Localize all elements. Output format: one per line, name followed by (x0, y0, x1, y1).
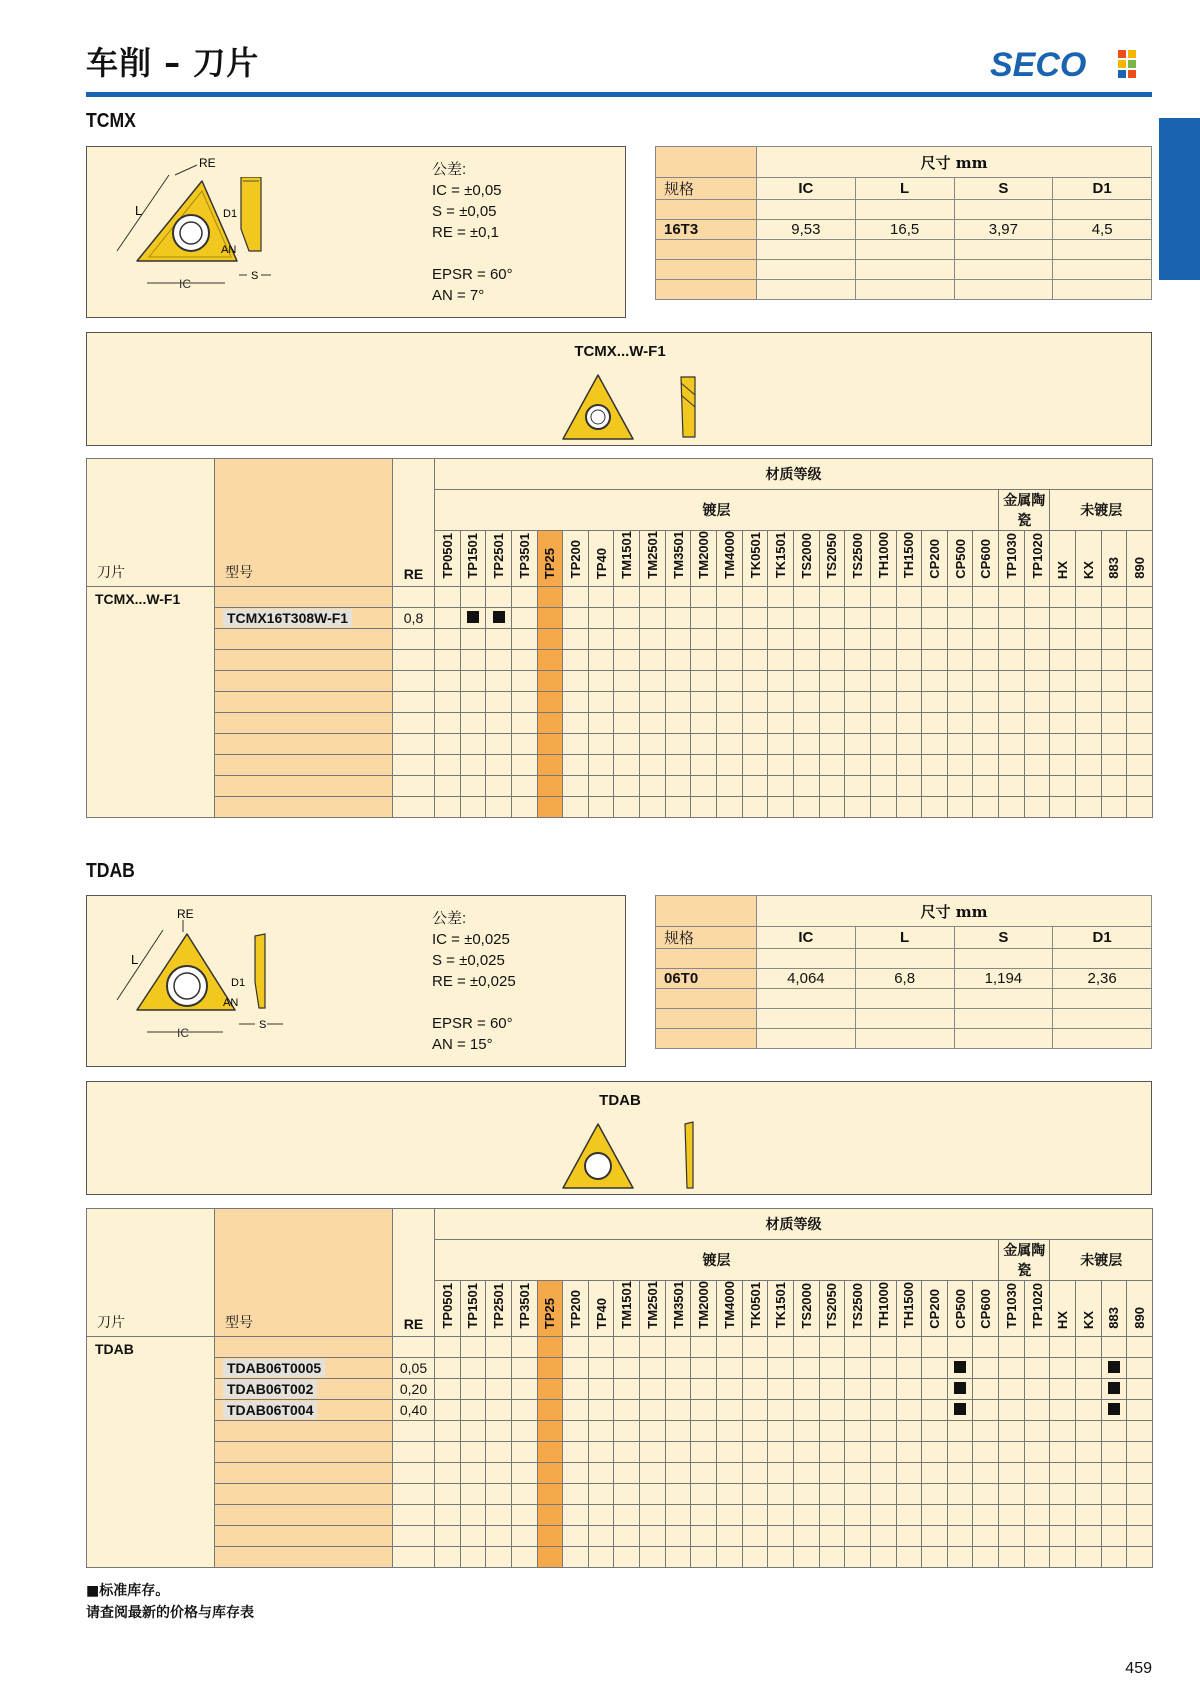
grade-col-TK1501: TK1501 (768, 1281, 794, 1337)
col-re-header: RE (393, 459, 435, 587)
grade-col-TK0501: TK0501 (742, 531, 768, 587)
col-model-header: 型号 (215, 1209, 393, 1337)
grade-col-TM2501: TM2501 (640, 1281, 666, 1337)
grade-col-TS2000: TS2000 (793, 1281, 819, 1337)
price-note: 请查阅最新的价格与库存表 (86, 1605, 254, 1621)
stock-mark (1108, 1382, 1120, 1394)
dimensions-table: 尺寸 mm 规格 IC L S D1 16T3 9,53 16,5 3,97 4,5 (655, 146, 1152, 300)
insert-shape-icon (553, 371, 713, 443)
geometry-box (86, 146, 626, 318)
table-row (87, 607, 1153, 628)
grade-col-TH1500: TH1500 (896, 531, 922, 587)
model-cell: TCMX16T308W-F1 (215, 607, 393, 628)
grade-col-TP40: TP40 (588, 1281, 614, 1337)
grade-col-TH1000: TH1000 (870, 531, 896, 587)
grade-col-CP600: CP600 (973, 1281, 999, 1337)
geometry-box (86, 895, 626, 1067)
grade-col-TM4000: TM4000 (717, 531, 743, 587)
grade-col-TM3501: TM3501 (665, 531, 691, 587)
seco-logo (990, 44, 1150, 84)
grade-col-TP0501: TP0501 (435, 1281, 461, 1337)
grade-col-TS2500: TS2500 (845, 531, 871, 587)
stock-mark (954, 1361, 966, 1373)
model-cell: TDAB06T002 (215, 1378, 393, 1399)
grade-col-TH1000: TH1000 (870, 1281, 896, 1337)
group-uncoated: 未镀层 (1050, 1240, 1153, 1281)
page-number: 459 (1125, 1660, 1152, 1677)
col-insert-header: 刀片 (87, 1209, 215, 1337)
footer-notes (86, 1580, 254, 1624)
re-cell: 0,8 (393, 607, 435, 628)
stock-mark (467, 611, 479, 623)
table-row (87, 1357, 1153, 1378)
group-cermet: 金属陶瓷 (999, 1240, 1050, 1281)
shape-box: TCMX...W-F1 (86, 332, 1152, 446)
grade-col-TP40: TP40 (588, 531, 614, 587)
grade-col-890: 890 (1127, 531, 1153, 587)
grade-col-TP25: TP25 (537, 1281, 563, 1337)
stock-mark (954, 1382, 966, 1394)
insert-side-diagram (209, 926, 299, 1036)
side-tab (1159, 118, 1200, 280)
table-row: 06T0 4,064 6,8 1,194 2,36 (656, 969, 1152, 989)
page-title: 车削 – 刀片 (86, 44, 260, 82)
svg-text:AN: AN (223, 997, 239, 1009)
svg-text:S: S (259, 1019, 267, 1031)
svg-text:L: L (131, 952, 139, 967)
grade-col-HX: HX (1050, 1281, 1076, 1337)
svg-text:L: L (135, 203, 143, 218)
tolerance-block: 公差: IC = ±0,05 S = ±0,05 RE = ±0,1 EPSR = 60° AN = 7° (432, 161, 513, 304)
svg-text:RE: RE (199, 156, 216, 170)
insert-shape-icon (553, 1120, 713, 1192)
grade-col-TM2501: TM2501 (640, 531, 666, 587)
grade-col-TP1020: TP1020 (1024, 1281, 1050, 1337)
grade-col-TP200: TP200 (563, 531, 589, 587)
model-cell: TDAB06T004 (215, 1399, 393, 1420)
logo-text: SECO (990, 46, 1087, 84)
insert-family: TCMX...W-F1 (87, 586, 215, 817)
tolerance-block: 公差: IC = ±0,025 S = ±0,025 RE = ±0,025 EPSR = 60° AN = 15° (432, 910, 516, 1053)
grade-col-TP1030: TP1030 (999, 531, 1025, 587)
grade-col-TP25: TP25 (537, 531, 563, 587)
grade-col-TP2501: TP2501 (486, 1281, 512, 1337)
grade-col-TK1501: TK1501 (768, 531, 794, 587)
group-coated: 镀层 (435, 490, 999, 531)
stock-mark (1108, 1403, 1120, 1415)
grade-col-TM2000: TM2000 (691, 531, 717, 587)
group-cermet: 金属陶瓷 (999, 490, 1050, 531)
stock-legend: ■标准库存。 (86, 1583, 170, 1599)
grade-col-HX: HX (1050, 531, 1076, 587)
grade-col-TS2000: TS2000 (793, 531, 819, 587)
table-row (87, 1399, 1153, 1420)
svg-text:S: S (251, 270, 259, 282)
grade-col-TM1501: TM1501 (614, 1281, 640, 1337)
model-cell: TDAB06T0005 (215, 1357, 393, 1378)
section-title: TCMX (86, 110, 136, 132)
grade-col-TP1501: TP1501 (460, 531, 486, 587)
grade-col-TP0501: TP0501 (435, 531, 461, 587)
dimensions-table: 尺寸 mm 规格 IC L S D1 06T0 4,064 6,8 1,194 2,36 (655, 895, 1152, 1049)
re-cell: 0,20 (393, 1378, 435, 1399)
svg-text:D1: D1 (231, 977, 246, 989)
grade-col-TP2501: TP2501 (486, 531, 512, 587)
group-uncoated: 未镀层 (1050, 490, 1153, 531)
grade-col-TS2050: TS2050 (819, 1281, 845, 1337)
grade-col-TP3501: TP3501 (511, 531, 537, 587)
svg-text:IC: IC (177, 1026, 189, 1040)
grade-col-883: 883 (1101, 1281, 1127, 1337)
svg-text:D1: D1 (223, 208, 238, 220)
grade-col-TS2500: TS2500 (845, 1281, 871, 1337)
col-insert-header: 刀片 (87, 459, 215, 587)
grade-col-KX: KX (1076, 531, 1102, 587)
grade-col-TP1030: TP1030 (999, 1281, 1025, 1337)
grade-col-KX: KX (1076, 1281, 1102, 1337)
stock-mark (493, 611, 505, 623)
re-cell: 0,05 (393, 1357, 435, 1378)
stock-mark (1108, 1361, 1120, 1373)
header-rule (86, 92, 1152, 97)
col-model-header: 型号 (215, 459, 393, 587)
svg-text:RE: RE (177, 907, 194, 921)
grade-col-TH1500: TH1500 (896, 1281, 922, 1337)
table-row: 16T3 9,53 16,5 3,97 4,5 (656, 220, 1152, 240)
insert-side-diagram (209, 177, 289, 287)
section-title: TDAB (86, 860, 135, 882)
grade-col-CP200: CP200 (922, 531, 948, 587)
grades-table (86, 458, 1153, 818)
svg-text:AN: AN (221, 244, 237, 256)
shape-box: TDAB (86, 1081, 1152, 1195)
grade-col-TM4000: TM4000 (717, 1281, 743, 1337)
grade-col-883: 883 (1101, 531, 1127, 587)
table-row (87, 1378, 1153, 1399)
grade-col-TM1501: TM1501 (614, 531, 640, 587)
col-re-header: RE (393, 1209, 435, 1337)
grade-col-890: 890 (1127, 1281, 1153, 1337)
grade-col-TK0501: TK0501 (742, 1281, 768, 1337)
grade-col-CP600: CP600 (973, 531, 999, 587)
grades-table (86, 1208, 1153, 1568)
grade-col-TM2000: TM2000 (691, 1281, 717, 1337)
grade-col-CP500: CP500 (947, 531, 973, 587)
stock-mark (954, 1403, 966, 1415)
grade-col-TP1501: TP1501 (460, 1281, 486, 1337)
grades-title: 材质等级 (435, 459, 1153, 490)
grade-col-TS2050: TS2050 (819, 531, 845, 587)
grade-col-TP3501: TP3501 (511, 1281, 537, 1337)
grade-col-TM3501: TM3501 (665, 1281, 691, 1337)
group-coated: 镀层 (435, 1240, 999, 1281)
grades-title: 材质等级 (435, 1209, 1153, 1240)
grade-col-CP200: CP200 (922, 1281, 948, 1337)
re-cell: 0,40 (393, 1399, 435, 1420)
svg-text:IC: IC (179, 277, 191, 291)
grade-col-TP1020: TP1020 (1024, 531, 1050, 587)
insert-family: TDAB (87, 1336, 215, 1567)
grade-col-CP500: CP500 (947, 1281, 973, 1337)
grade-col-TP200: TP200 (563, 1281, 589, 1337)
